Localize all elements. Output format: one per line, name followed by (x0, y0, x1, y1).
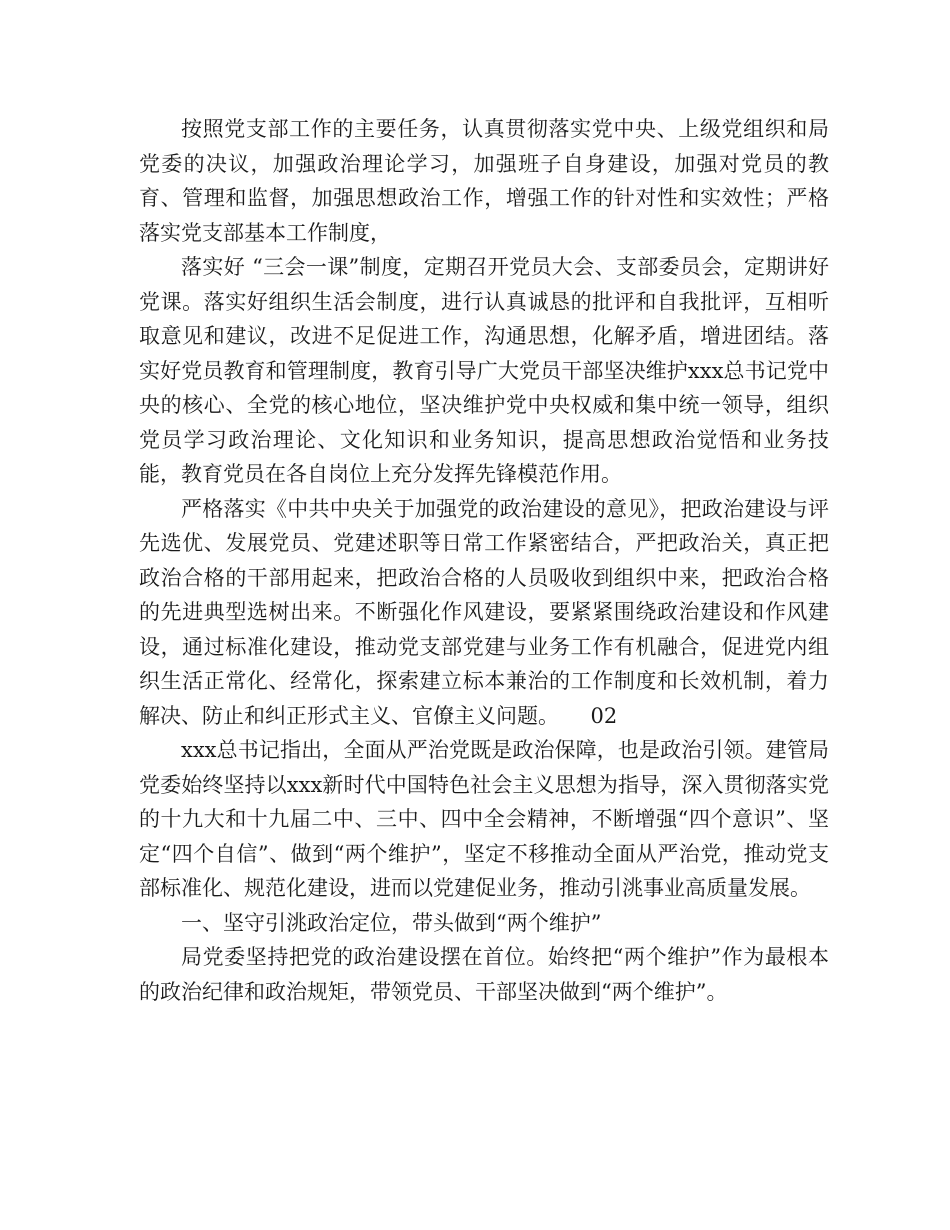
paragraph-political-building: 严格落实《中共中央关于加强党的政治建设的意见》，把政治建设与评先选优、发展党员、党建述职等日常工作紧密结合，严把政治关，真正把政治合格的干部用起来，把政治合格的人员吸收到组织中来，把政治合格的先进典型选树出来。不断强化作风建设，要紧紧围绕政治建设和作风建设，通过标准化建设，推动党支部党建与业务工作有机融合，促进党内组织生活正常化、经常化，探索建立标本兼治的工作制度和长效机制，着力解决、防止和纠正形式主义、官僚主义问题。 02 (139, 496, 829, 728)
paragraph-two-safeguards: 局党委坚持把党的政治建设摆在首位。始终把“两个维护”作为最根本的政治纪律和政治规矩，带领党员、干部坚决做到“两个维护”。 (139, 945, 829, 1004)
document-body (139, 112, 829, 1009)
section-heading-1: 一、坚守引洮政治定位，带头做到“两个维护” (181, 910, 602, 935)
paragraph-three-meetings: 落实好 “三会一课”制度，定期召开党员大会、支部委员会，定期讲好党课。落实好组织生活会制度，进行认真诚恳的批评和自我批评，互相听取意见和建议，改进不足促进工作，沟通思想，化解矛盾，增进团结。落实好党员教育和管理制度，教育引导广大党员干部坚决维护xxx总书记党中央的核心、全党的核心地位，坚决维护党中央权威和集中统一领导，组织党员学习政治理论、文化知识和业务知识，提高思想政治觉悟和业务技能，教育党员在各自岗位上充分发挥先锋模范作用。 (139, 255, 829, 486)
paragraph-strict-governance: xxx总书记指出，全面从严治党既是政治保障，也是政治引领。建管局党委始终坚持以xxx新时代中国特色社会主义思想为指导，深入贯彻落实党的十九大和十九届二中、三中、四中全会精神，不断增强“四个意识”、坚定“四个自信”、做到“两个维护”，坚定不移推动全面从严治党，推动党支部标准化、规范化建设，进而以党建促业务，推动引洮事业高质量发展。 (139, 738, 829, 900)
paragraph-tasks: 按照党支部工作的主要任务，认真贯彻落实党中央、上级党组织和局党委的决议，加强政治理论学习，加强班子自身建设，加强对党员的教育、管理和监督，加强思想政治工作，增强工作的针对性和实效性；严格落实党支部基本工作制度， (139, 117, 829, 245)
